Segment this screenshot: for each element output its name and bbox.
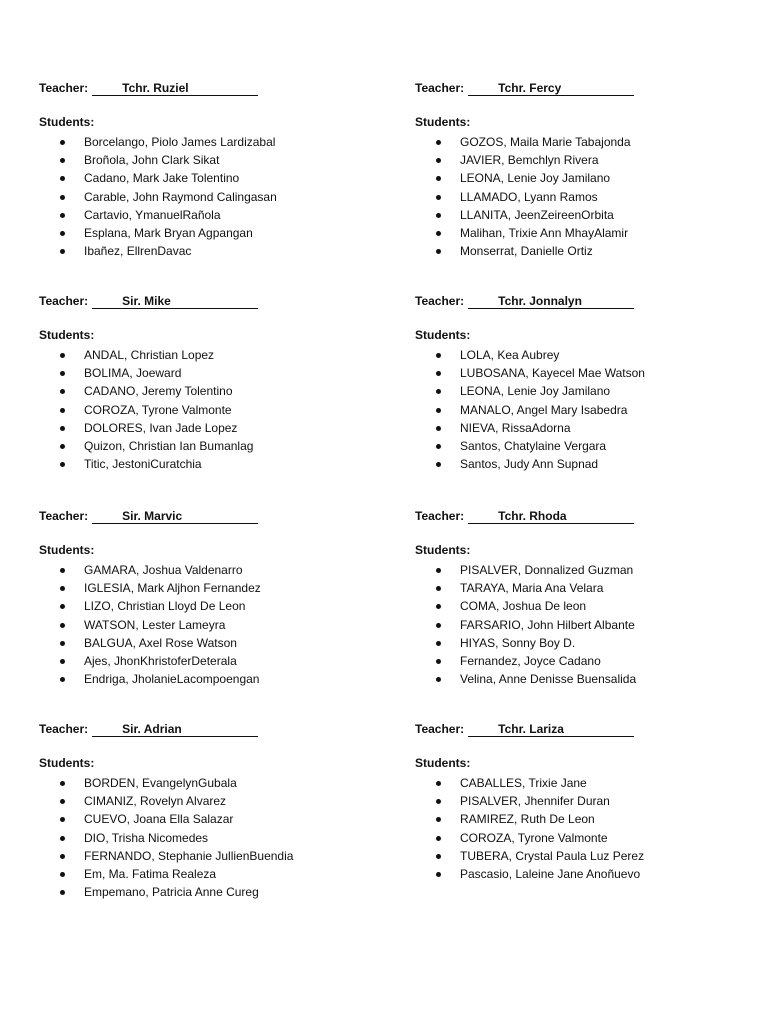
student-list bbox=[39, 774, 369, 901]
students-label: Students: bbox=[39, 328, 95, 342]
student-list bbox=[415, 774, 745, 883]
student-name: BALGUA, Axel Rose Watson bbox=[39, 634, 369, 652]
teacher-block bbox=[39, 509, 369, 688]
teacher-name: Tchr. Lariza bbox=[468, 722, 634, 737]
student-name: Broñola, John Clark Sikat bbox=[39, 151, 369, 169]
teacher-label: Teacher: bbox=[39, 509, 89, 523]
student-name: LEONA, Lenie Joy Jamilano bbox=[415, 382, 745, 400]
student-list bbox=[39, 346, 369, 473]
teacher-line bbox=[39, 509, 369, 527]
student-name: LLANITA, JeenZeireenOrbita bbox=[415, 206, 745, 224]
teacher-block bbox=[415, 81, 745, 260]
student-name: IGLESIA, Mark Aljhon Fernandez bbox=[39, 579, 369, 597]
students-label: Students: bbox=[39, 115, 95, 129]
student-name: Ajes, JhonKhristoferDeterala bbox=[39, 652, 369, 670]
student-name: BOLIMA, Joeward bbox=[39, 364, 369, 382]
students-label: Students: bbox=[415, 328, 471, 342]
student-name: LIZO, Christian Lloyd De Leon bbox=[39, 597, 369, 615]
students-label: Students: bbox=[39, 543, 95, 557]
student-name: Cadano, Mark Jake Tolentino bbox=[39, 169, 369, 187]
teacher-line bbox=[39, 294, 369, 312]
teacher-label: Teacher: bbox=[39, 81, 89, 95]
student-name: Empemano, Patricia Anne Cureg bbox=[39, 883, 369, 901]
student-name: COROZA, Tyrone Valmonte bbox=[39, 401, 369, 419]
student-name: Cartavio, YmanuelRañola bbox=[39, 206, 369, 224]
students-label: Students: bbox=[415, 543, 471, 557]
teacher-block bbox=[415, 509, 745, 688]
student-name: Titic, JestoniCuratchia bbox=[39, 455, 369, 473]
student-name: PISALVER, Donnalized Guzman bbox=[415, 561, 745, 579]
teacher-line bbox=[415, 509, 745, 527]
teacher-name: Tchr. Fercy bbox=[468, 81, 634, 96]
student-name: Esplana, Mark Bryan Agpangan bbox=[39, 224, 369, 242]
student-name: RAMIREZ, Ruth De Leon bbox=[415, 810, 745, 828]
students-label: Students: bbox=[39, 756, 95, 770]
teacher-name: Tchr. Jonnalyn bbox=[468, 294, 634, 309]
student-list bbox=[415, 133, 745, 260]
teacher-name: Sir. Mike bbox=[92, 294, 258, 309]
student-list bbox=[415, 346, 745, 473]
teacher-label: Teacher: bbox=[39, 294, 89, 308]
teacher-block bbox=[39, 81, 369, 260]
student-list bbox=[39, 133, 369, 260]
teacher-line bbox=[415, 294, 745, 312]
student-name: ANDAL, Christian Lopez bbox=[39, 346, 369, 364]
student-name: Velina, Anne Denisse Buensalida bbox=[415, 670, 745, 688]
student-name: LOLA, Kea Aubrey bbox=[415, 346, 745, 364]
student-name: Endriga, JholanieLacompoengan bbox=[39, 670, 369, 688]
teacher-line bbox=[415, 722, 745, 740]
student-name: CADANO, Jeremy Tolentino bbox=[39, 382, 369, 400]
student-name: Monserrat, Danielle Ortiz bbox=[415, 242, 745, 260]
student-name: JAVIER, Bemchlyn Rivera bbox=[415, 151, 745, 169]
teacher-label: Teacher: bbox=[415, 722, 465, 736]
student-name: Quizon, Christian Ian Bumanlag bbox=[39, 437, 369, 455]
student-name: NIEVA, RissaAdorna bbox=[415, 419, 745, 437]
student-name: Fernandez, Joyce Cadano bbox=[415, 652, 745, 670]
student-name: LEONA, Lenie Joy Jamilano bbox=[415, 169, 745, 187]
teacher-block bbox=[415, 722, 745, 883]
teacher-label: Teacher: bbox=[415, 509, 465, 523]
teacher-block bbox=[39, 294, 369, 473]
student-name: MANALO, Angel Mary Isabedra bbox=[415, 401, 745, 419]
teacher-name: Sir. Adrian bbox=[92, 722, 258, 737]
student-name: HIYAS, Sonny Boy D. bbox=[415, 634, 745, 652]
student-list bbox=[415, 561, 745, 688]
student-name: DOLORES, Ivan Jade Lopez bbox=[39, 419, 369, 437]
student-name: CABALLES, Trixie Jane bbox=[415, 774, 745, 792]
student-name: Malihan, Trixie Ann MhayAlamir bbox=[415, 224, 745, 242]
teacher-label: Teacher: bbox=[39, 722, 89, 736]
teacher-line bbox=[39, 722, 369, 740]
teacher-line bbox=[39, 81, 369, 99]
student-name: BORDEN, EvangelynGubala bbox=[39, 774, 369, 792]
student-name: Pascasio, Laleine Jane Anoñuevo bbox=[415, 865, 745, 883]
student-name: PISALVER, Jhennifer Duran bbox=[415, 792, 745, 810]
student-name: FERNANDO, Stephanie JullienBuendia bbox=[39, 847, 369, 865]
student-name: Borcelango, Piolo James Lardizabal bbox=[39, 133, 369, 151]
student-name: TUBERA, Crystal Paula Luz Perez bbox=[415, 847, 745, 865]
teacher-line bbox=[415, 81, 745, 99]
teacher-label: Teacher: bbox=[415, 294, 465, 308]
teacher-name: Tchr. Ruziel bbox=[92, 81, 258, 96]
student-name: Ibañez, EllrenDavac bbox=[39, 242, 369, 260]
student-name: LUBOSANA, Kayecel Mae Watson bbox=[415, 364, 745, 382]
student-name: LLAMADO, Lyann Ramos bbox=[415, 188, 745, 206]
students-label: Students: bbox=[415, 115, 471, 129]
student-list bbox=[39, 561, 369, 688]
student-name: WATSON, Lester Lameyra bbox=[39, 616, 369, 634]
student-name: Santos, Chatylaine Vergara bbox=[415, 437, 745, 455]
teacher-block bbox=[415, 294, 745, 473]
student-name: Carable, John Raymond Calingasan bbox=[39, 188, 369, 206]
students-label: Students: bbox=[415, 756, 471, 770]
student-name: FARSARIO, John Hilbert Albante bbox=[415, 616, 745, 634]
student-name: GAMARA, Joshua Valdenarro bbox=[39, 561, 369, 579]
student-name: Em, Ma. Fatima Realeza bbox=[39, 865, 369, 883]
student-name: COMA, Joshua De leon bbox=[415, 597, 745, 615]
student-name: CIMANIZ, Rovelyn Alvarez bbox=[39, 792, 369, 810]
student-name: CUEVO, Joana Ella Salazar bbox=[39, 810, 369, 828]
student-name: GOZOS, Maila Marie Tabajonda bbox=[415, 133, 745, 151]
teacher-name: Tchr. Rhoda bbox=[468, 509, 634, 524]
teacher-block bbox=[39, 722, 369, 901]
teacher-label: Teacher: bbox=[415, 81, 465, 95]
student-name: Santos, Judy Ann Supnad bbox=[415, 455, 745, 473]
student-name: COROZA, Tyrone Valmonte bbox=[415, 829, 745, 847]
teacher-name: Sir. Marvic bbox=[92, 509, 258, 524]
student-name: TARAYA, Maria Ana Velara bbox=[415, 579, 745, 597]
student-name: DIO, Trisha Nicomedes bbox=[39, 829, 369, 847]
